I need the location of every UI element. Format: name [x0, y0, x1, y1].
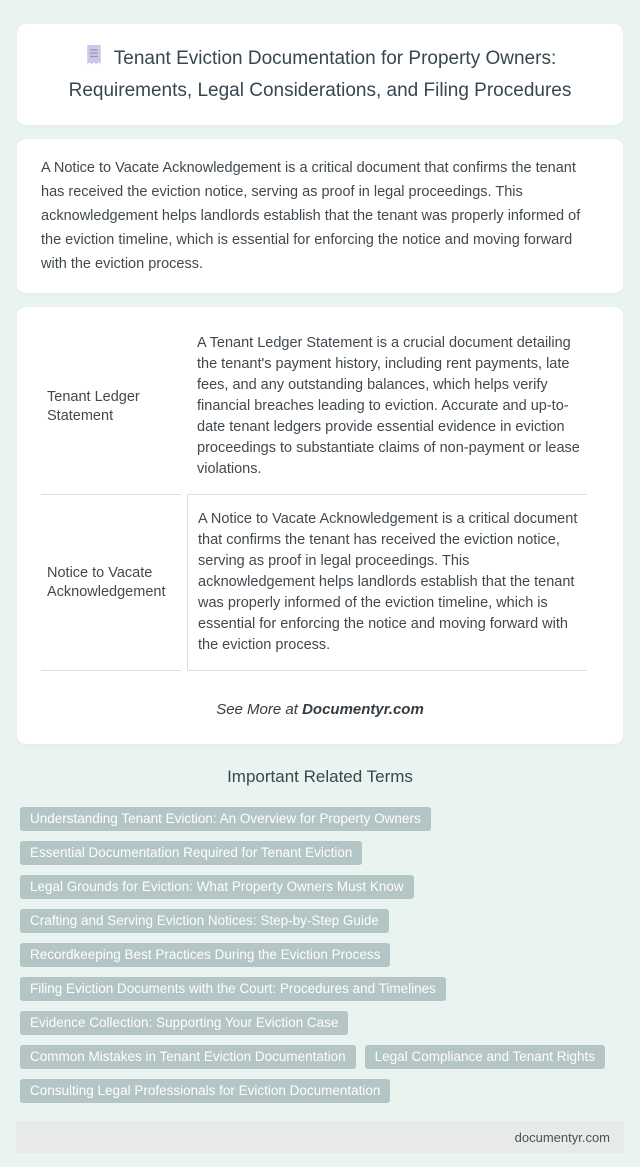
related-term-tag[interactable]: Legal Grounds for Eviction: What Property Owners Must Know: [20, 875, 414, 899]
documents-card: [16, 306, 624, 745]
document-term: Notice to Vacate Acknowledgement: [41, 495, 181, 671]
related-terms-list: [20, 807, 620, 1103]
related-term-tag[interactable]: Filing Eviction Documents with the Court: Procedures and Timelines: [20, 977, 446, 1001]
document-description: A Tenant Ledger Statement is a crucial document detailing the tenant's payment history, including rent payments, late fees, and any outstanding balances, which helps verify financial breaches leading to eviction. Accurate and up-to-date tenant ledgers provide essential evidence in eviction proceedings to substantiate claims of non-payment or lease violations.: [187, 319, 587, 495]
related-term-tag[interactable]: Evidence Collection: Supporting Your Eviction Case: [20, 1011, 348, 1035]
title-card: [16, 23, 624, 126]
related-terms-heading: Important Related Terms: [227, 767, 413, 786]
receipt-icon: [84, 44, 104, 76]
related-term-tag[interactable]: Essential Documentation Required for Tenant Eviction: [20, 841, 362, 865]
page-title: [43, 44, 597, 105]
see-more-prefix: See More at: [216, 701, 303, 718]
document-term: Tenant Ledger Statement: [41, 319, 181, 495]
related-term-tag[interactable]: Understanding Tenant Eviction: An Overview for Property Owners: [20, 807, 431, 831]
table-row: [41, 319, 587, 495]
footer: [16, 1121, 624, 1153]
related-term-tag[interactable]: Common Mistakes in Tenant Eviction Documentation: [20, 1045, 356, 1069]
related-term-tag[interactable]: Consulting Legal Professionals for Eviction Documentation: [20, 1079, 390, 1103]
related-term-tag[interactable]: Recordkeeping Best Practices During the Eviction Process: [20, 943, 390, 967]
related-term-tag[interactable]: Crafting and Serving Eviction Notices: Step-by-Step Guide: [20, 909, 389, 933]
related-term-tag[interactable]: Legal Compliance and Tenant Rights: [365, 1045, 605, 1069]
table-row: [41, 495, 587, 671]
footer-site-label: documentyr.com: [514, 1129, 610, 1145]
document-description: A Notice to Vacate Acknowledgement is a critical document that confirms the tenant has received the eviction notice, serving as proof in legal proceedings. This acknowledgement helps landlords establish that the tenant was properly informed of the eviction timeline, which is essential for enforcing the notice and moving forward with the eviction process.: [187, 495, 587, 671]
see-more-brand-link[interactable]: Documentyr.com: [302, 701, 424, 718]
summary-card: [16, 138, 624, 294]
page-title-text: Tenant Eviction Documentation for Property Owners: Requirements, Legal Considerations, and Filing Procedures: [68, 48, 572, 101]
summary-paragraph: A Notice to Vacate Acknowledgement is a critical document that confirms the tenant has received the eviction notice, serving as proof in legal proceedings. This acknowledgement helps landlords establish that the tenant was properly informed of the eviction timeline, which is essential for enforcing the notice and moving forward with the eviction process.: [41, 160, 581, 272]
see-more-line: [41, 701, 599, 718]
documents-table: [35, 319, 593, 671]
